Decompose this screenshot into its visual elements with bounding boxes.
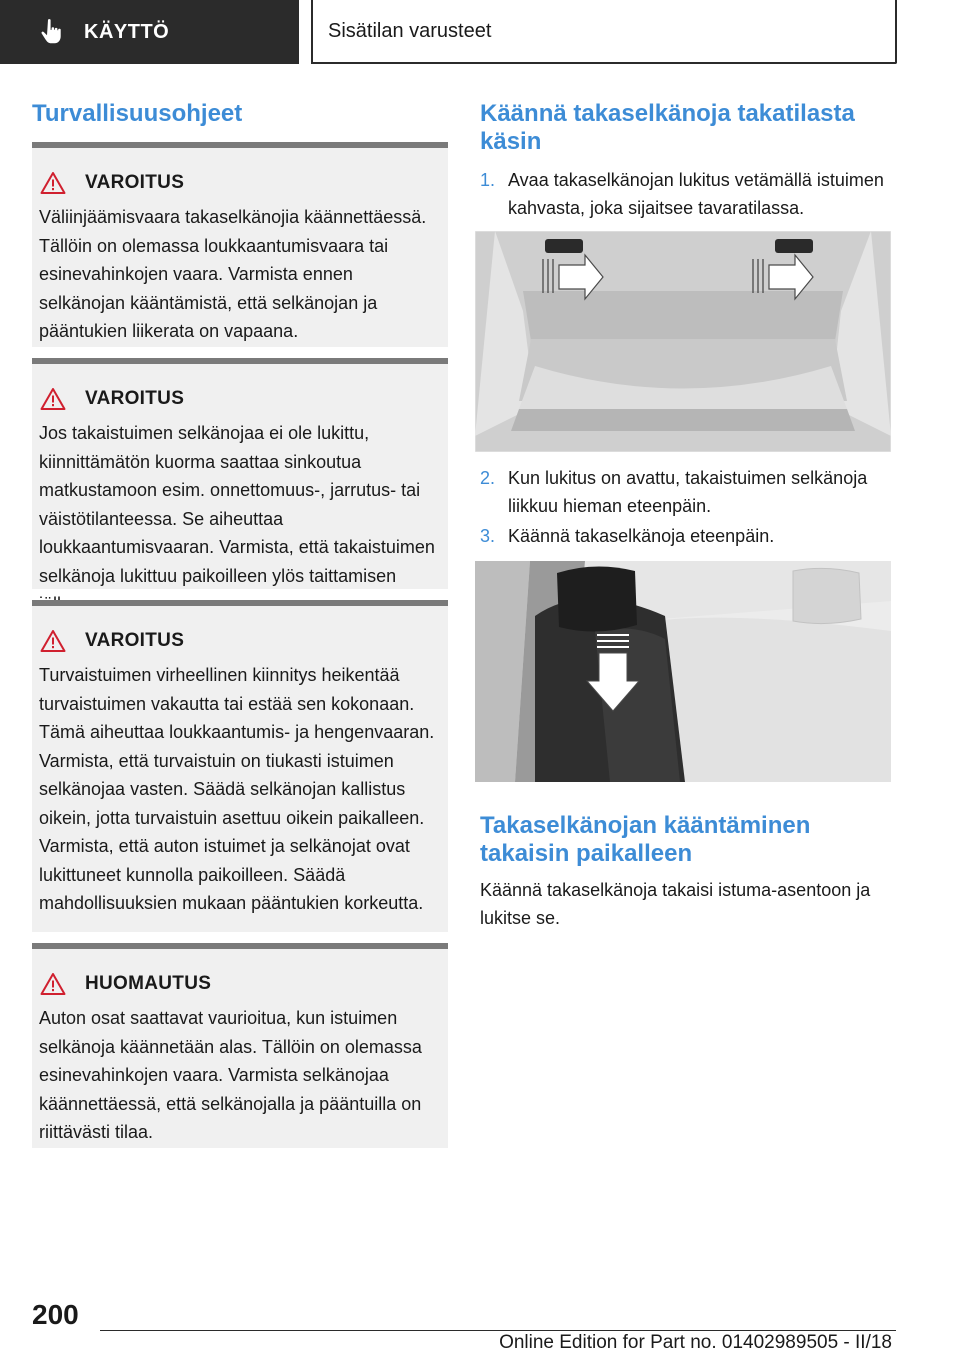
return-text: Käännä takaselkänoja takaisi istuma-asentoon ja lukitse se. — [480, 880, 871, 928]
warning-box — [32, 358, 448, 589]
return-heading: Takaselkänojan kääntäminen takaisin paikalleen — [480, 812, 811, 867]
footer-rule — [100, 1330, 896, 1331]
hand-pointer-icon — [40, 18, 66, 46]
chapter-title: Sisätilan varusteet — [328, 19, 492, 42]
fold-heading: Käännä takaselkänoja takatilasta käsin — [480, 100, 855, 155]
warning-box — [32, 600, 448, 932]
step-item — [480, 166, 893, 222]
warning-text: Väliinjäämisvaara takaselkänojia käännettäessä. Tällöin on olemassa loukkaantumisvaara tai esinevahinkojen vaara. Varmista ennen selkänojan kääntämistä, että selkänojan ja pääntukien liikerata on vapaana. — [39, 207, 427, 341]
notice-box — [32, 943, 448, 1148]
notice-title: HUOMAUTUS — [85, 973, 212, 994]
step-text: Käännä takaselkänoja eteenpäin. — [508, 526, 775, 546]
warning-box — [32, 142, 448, 347]
warning-title: VAROITUS — [85, 630, 185, 651]
notice-text: Auton osat saattavat vaurioitua, kun istuimen selkänoja käännetään alas. Tällöin on olemassa esinevahinkojen vaara. Varmista selkänojaa käännettäessä, että selkänojalla ja pääntuilla on riittävästi tilaa. — [39, 1008, 422, 1142]
return-section — [480, 812, 891, 868]
step-item — [480, 522, 893, 550]
seat-illustration — [475, 561, 891, 782]
section-title: KÄYTTÖ — [84, 20, 170, 43]
left-column — [32, 100, 448, 128]
warning-triangle-icon — [40, 387, 66, 411]
edition-note: Online Edition for Part no. 01402989505 - II/18 — [499, 1332, 892, 1353]
section-tab — [0, 0, 299, 64]
warning-triangle-icon — [40, 629, 66, 653]
safety-heading: Turvallisuusohjeet — [32, 100, 243, 127]
step-item — [480, 464, 893, 520]
trunk-illustration — [475, 231, 891, 452]
step-number: 1. — [480, 170, 496, 190]
warning-title: VAROITUS — [85, 388, 185, 409]
step-text: Kun lukitus on avattu, takaistuimen selkänoja liikkuu hieman eteenpäin. — [508, 468, 868, 516]
warning-title: VAROITUS — [85, 172, 185, 193]
warning-triangle-icon — [40, 171, 66, 195]
warning-text: Turvaistuimen virheellinen kiinnitys heikentää turvaistuimen vakautta tai estää sen kokonaan. Tämä aiheuttaa loukkaantumis- ja hengenvaaran. Varmista, että turvaistuin on tiukasti istuimen selkänojaa vasten. Säädä selkänojan kallistus oikein, jotta turvaistuin asettuu oikein paikalleen. Varmista, että auton istuimet ja selkänojat ovat lukittuneet kunnolla paikoilleen. Säädä mahdollisuuksien mukaan pääntukien korkeutta. — [39, 665, 435, 913]
page-number: 200 — [32, 1299, 79, 1330]
warning-text: Jos takaistuimen selkänojaa ei ole lukittu, kiinnittämätön kuorma saattaa sinkoutua matkustamoon esim. onnettomuus-, jarrutus- tai väistötilanteessa. Se aiheuttaa loukkaantumisvaaran. Varmista, että takaistuimen selkänoja lukittuu paikoilleen ylös taittamisen — [39, 423, 435, 586]
step-number: 3. — [480, 526, 496, 546]
step-number: 2. — [480, 468, 496, 488]
chapter-header — [311, 0, 897, 64]
right-column — [480, 100, 891, 156]
step-text: Avaa takaselkänojan lukitus vetämällä istuimen kahvasta, joka sijaitsee tavaratilassa. — [508, 170, 884, 218]
warning-triangle-icon — [40, 972, 66, 996]
